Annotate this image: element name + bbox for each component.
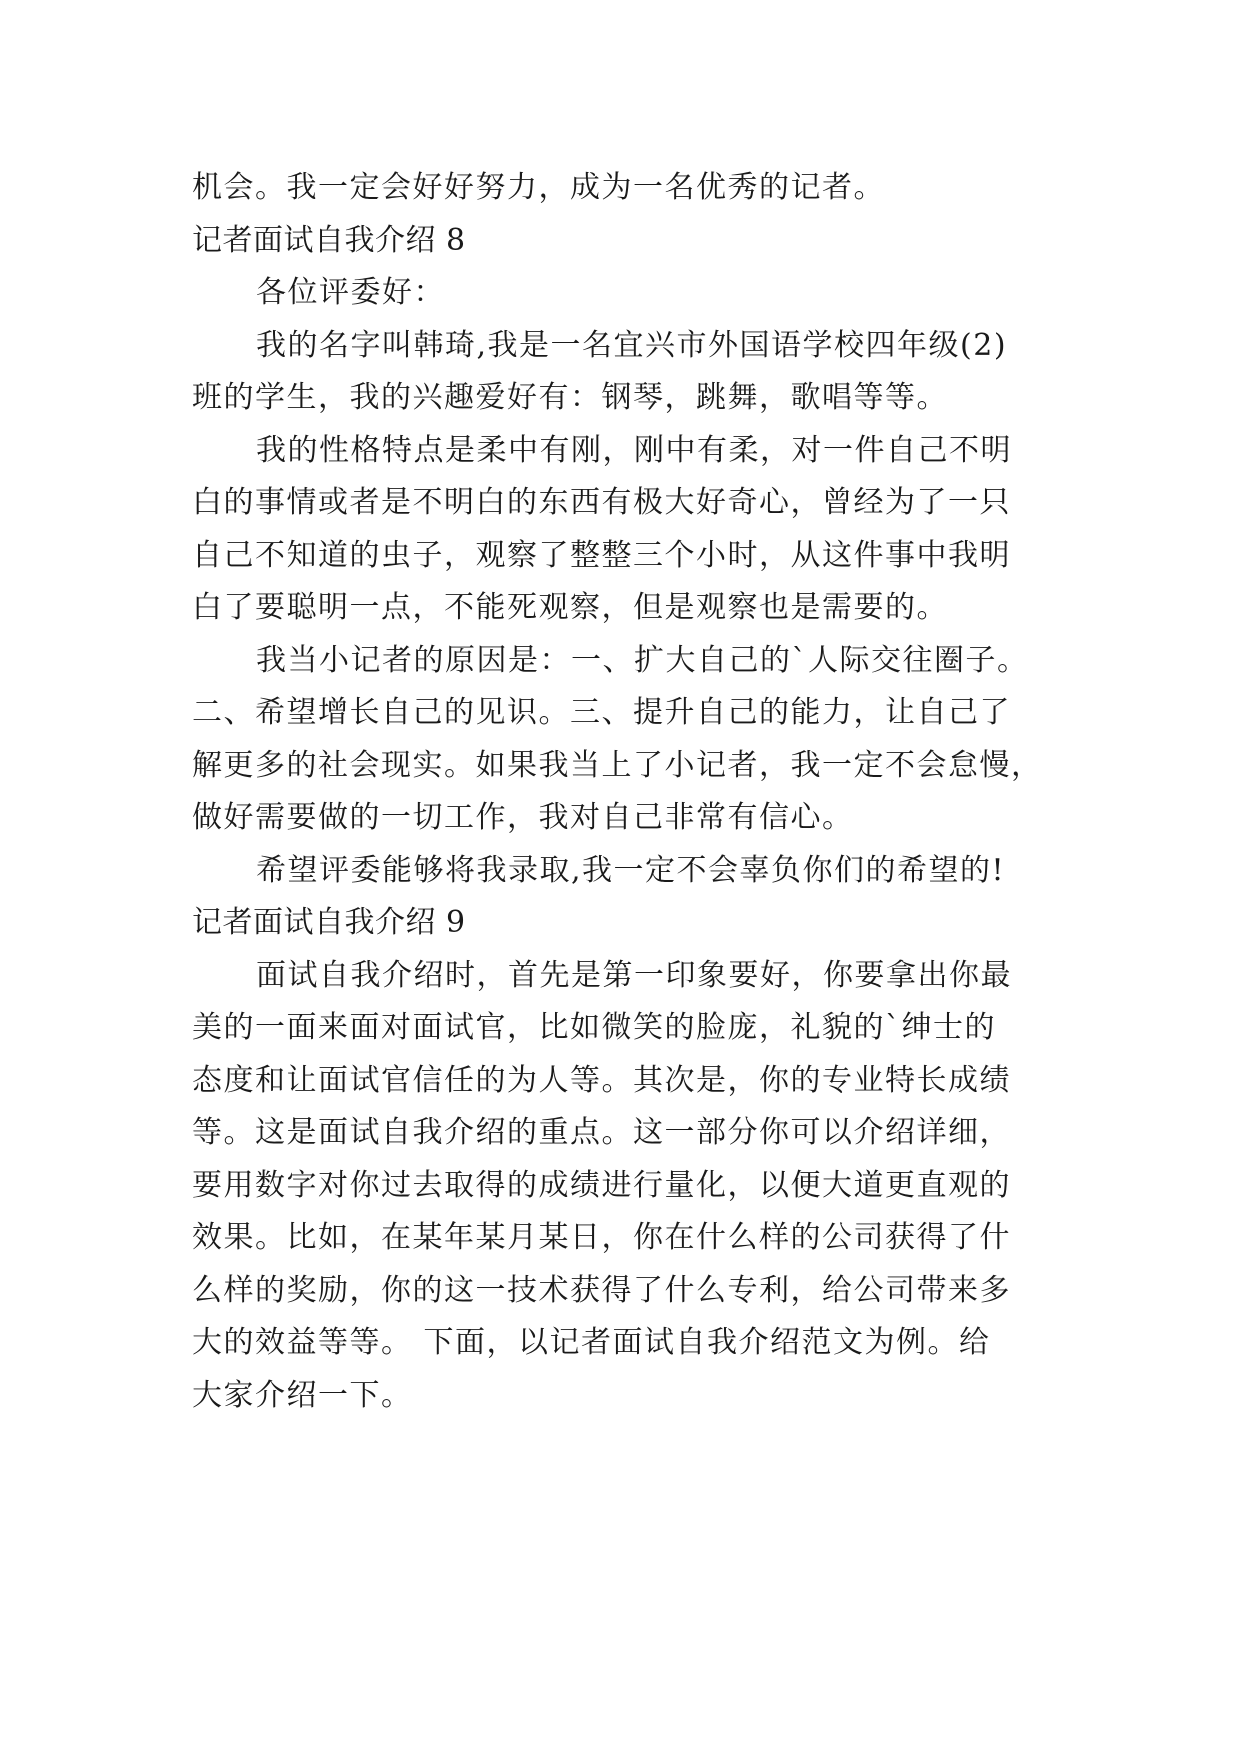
- paragraph-line: 态度和让面试官信任的为人等。其次是，你的专业特长成绩: [192, 1062, 1011, 1098]
- document-body: [192, 162, 1072, 1422]
- paragraph-line: 班的学生，我的兴趣爱好有：钢琴，跳舞，歌唱等等。: [192, 380, 948, 415]
- paragraph-line: 等。这是面试自我介绍的重点。这一部分你可以介绍详细，: [192, 1115, 1011, 1150]
- paragraph-line: 二、希望增长自己的见识。三、提升自己的能力，让自己了: [192, 695, 1011, 730]
- paragraph-line: 白了要聪明一点，不能死观察，但是观察也是需要的。: [192, 590, 948, 625]
- paragraph-line: 要用数字对你过去取得的成绩进行量化，以便大道更直观的: [192, 1167, 1011, 1203]
- section-heading-8: 记者面试自我介绍 8: [192, 222, 466, 258]
- section-heading-9: 记者面试自我介绍 9: [192, 905, 466, 940]
- paragraph-line: 解更多的社会现实。如果我当上了小记者，我一定不会怠慢，: [192, 747, 1043, 783]
- paragraph-line: 我当小记者的原因是：一、扩大自己的`人际交往圈子。: [256, 642, 1029, 678]
- paragraph-line: 做好需要做的一切工作，我对自己非常有信心。: [192, 800, 854, 835]
- paragraph-line: 白的事情或者是不明白的东西有极大好奇心，曾经为了一只: [192, 485, 1011, 520]
- paragraph-line: 美的一面来面对面试官，比如微笑的脸庞，礼貌的`绅士的: [192, 1010, 996, 1045]
- paragraph-line: 我的名字叫韩琦,我是一名宜兴市外国语学校四年级(2): [256, 327, 1008, 363]
- paragraph-line: 么样的奖励，你的这一技术获得了什么专利，给公司带来多: [192, 1272, 1011, 1308]
- paragraph-line: 效果。比如，在某年某月某日，你在什么样的公司获得了什: [192, 1220, 1011, 1255]
- paragraph-line: 希望评委能够将我录取,我一定不会辜负你们的希望的!: [256, 852, 1006, 888]
- paragraph-line: 机会。我一定会好好努力，成为一名优秀的记者。: [192, 170, 885, 205]
- paragraph-line: 自己不知道的虫子，观察了整整三个小时，从这件事中我明: [192, 537, 1011, 573]
- paragraph-line: 大的效益等等。 下面，以记者面试自我介绍范文为例。给: [192, 1325, 991, 1360]
- paragraph-line: 各位评委好：: [256, 275, 445, 310]
- paragraph-line: 大家介绍一下。: [192, 1377, 413, 1413]
- paragraph-line: 面试自我介绍时，首先是第一印象要好，你要拿出你最: [256, 957, 1012, 993]
- paragraph-line: 我的性格特点是柔中有刚，刚中有柔，对一件自己不明: [256, 432, 1012, 468]
